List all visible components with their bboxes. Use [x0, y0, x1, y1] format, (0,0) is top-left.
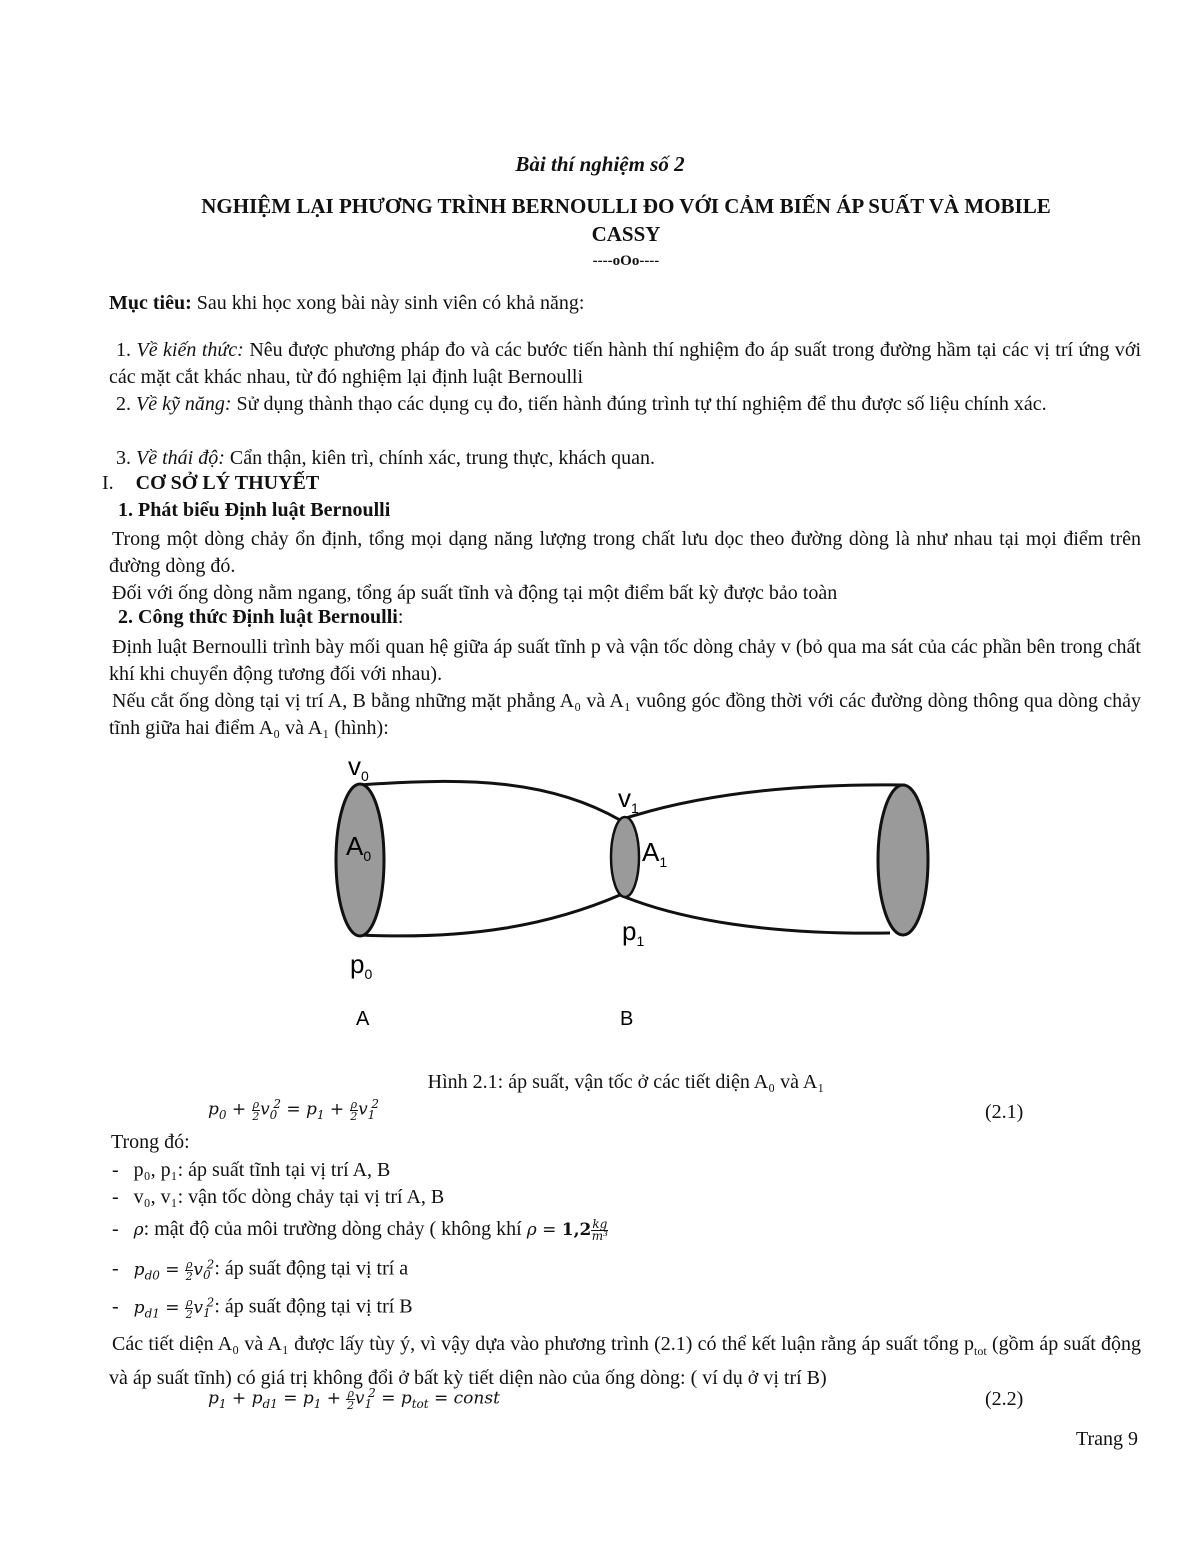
where-item-1: - p₀, p₁: áp suất tĩnh tại vị trí A, B: [112, 1159, 391, 1181]
where-item-pd1: - $p_{d1}$ = $\frac{\rho}{2}$ $v_1^2$: áp suất động tại vị trí B: [112, 1295, 413, 1321]
objective-label: Mục tiêu:: [109, 292, 192, 314]
goal-label-3: Về thái độ:: [136, 447, 225, 469]
goal-label-2: Về kỹ năng:: [136, 393, 232, 415]
goal-label-1: Về kiến thức:: [136, 339, 244, 361]
equation-2-2: $p_1 + p_{d1} = p_1$ + $\frac{\rho}{2}$ $v_1^2 = p_{tot}$ = const: [208, 1386, 500, 1412]
goal-item-1: 1. Về kiến thức: Nêu được phương pháp đo và các bước tiến hành thí nghiệm đo áp suất trong đường hầm tại các vị trí ứng với các mặt cắt khác nhau, từ đó nghiệm lại định luật Bernoulli: [109, 339, 1142, 388]
figure-caption: Hình 2.1: áp suất, vận tốc ở các tiết diện A₀ và A₁: [427, 1071, 825, 1093]
label-v0: $v_0$: [348, 751, 369, 784]
label-v1: $v_1$: [618, 783, 639, 816]
equation-2-1-number: (2.1): [985, 1101, 1024, 1123]
subsection-1-heading: 1. Phát biểu Định luật Bernoulli: [118, 499, 391, 521]
document-title-line2: CASSY: [591, 222, 661, 246]
equation-2-2-number: (2.2): [985, 1388, 1024, 1410]
sub1-paragraph-1: Trong một dòng chảy ổn định, tổng mọi dạng năng lượng trong chất lưu dọc theo đường dòng là như nhau tại mọi điểm trên đường dòng đó.: [109, 528, 1141, 577]
label-p1: $p_1$: [622, 916, 645, 949]
sub2-paragraph-2: Nếu cắt ống dòng tại vị trí A, B bằng những mặt phẳng A₀ và A₁ vuông góc đồng thời với các đường dòng thông qua dòng chảy tĩnh giữa hai điểm A₀ và A₁ (hình):: [109, 690, 1141, 739]
sub1-paragraph-2: Đối với ống dòng nằm ngang, tổng áp suất tĩnh và động tại một điểm bất kỳ được bảo toàn: [112, 582, 838, 604]
conclusion-paragraph: Các tiết diện A₀ và A₁ được lấy tùy ý, vì vậy dựa vào phương trình (2.1) có thể kết luận rằng áp suất tổng $p_{tot}$ (gồm áp suất động và áp suất tĩnh) có giá trị không đổi ở bất kỳ tiết diện nào của ống dòng: ( ví dụ ở vị trí B): [109, 1333, 1141, 1389]
label-a1: $A_1$: [642, 837, 668, 870]
where-item-2: - v₀, v₁: vận tốc dòng chảy tại vị trí A, B: [112, 1186, 445, 1208]
where-item-pd0: - $p_{d0}$ = $\frac{\rho}{2}$ $v_0^2$: áp suất động tại vị trí a: [112, 1257, 409, 1283]
goal-item-2: 2. Về kỹ năng: Sử dụng thành thạo các dụng cụ đo, tiến hành đúng trình tự thí nghiệm để thu được số liệu chính xác.: [116, 393, 1047, 415]
equation-2-1: $p_0$ + $\frac{\rho}{2}$ $v_0^2 = p_1$ + $\frac{\rho}{2}$ $v_1^2$: [208, 1097, 379, 1123]
label-position-b: B: [620, 1008, 634, 1030]
section-heading: I. CƠ SỞ LÝ THUYẾT: [102, 472, 320, 494]
subsection-2-heading: 2. Công thức Định luật Bernoulli:: [118, 606, 404, 628]
tube-right-end: [878, 785, 928, 935]
sub2-paragraph-1: Định luật Bernoulli trình bày mối quan hệ giữa áp suất tĩnh p và vận tốc dòng chảy v (bỏ qua ma sát của các phần bên trong chất khí khi chuyển động tương đối với nhau).: [109, 636, 1141, 685]
document-subtitle: Bài thí nghiệm số 2: [515, 152, 685, 176]
venturi-tube-figure: [320, 745, 940, 1045]
where-label: Trong đó:: [111, 1131, 190, 1153]
label-p0: $p_0$: [350, 949, 373, 982]
cross-section-a1: [611, 817, 639, 897]
label-position-a: A: [356, 1008, 370, 1030]
label-a0: $A_0$: [346, 831, 372, 864]
document-title-line1: NGHIỆM LẠI PHƯƠNG TRÌNH BERNOULLI ĐO VỚI CẢM BIẾN ÁP SUẤT VÀ MOBILE: [201, 194, 1051, 218]
page-number: Trang 9: [1075, 1428, 1138, 1450]
title-separator: ----oOo----: [592, 253, 660, 269]
objective-text: Sau khi học xong bài này sinh viên có khả năng:: [191, 292, 585, 314]
where-item-rho: - ρ: mật độ của môi trường dòng chảy ( không khí ρ = 1,2 $\frac{kg}{\text{m³}}$: [112, 1216, 608, 1243]
goal-item-3: 3. Về thái độ: Cẩn thận, kiên trì, chính xác, trung thực, khách quan.: [116, 447, 656, 469]
objective-paragraph: [109, 290, 1141, 317]
